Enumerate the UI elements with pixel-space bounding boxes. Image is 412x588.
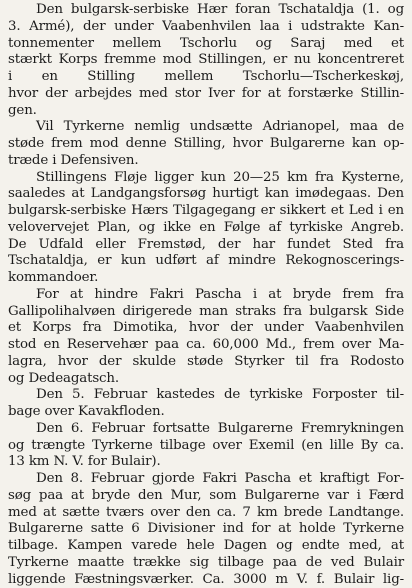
text-line: lagra, hvor der skulde støde Styrker til fra Rodosto [8, 354, 404, 371]
text-line: velovervejet Plan, og ikke en Følge af tyrkiske Angreb. [8, 220, 404, 237]
text-line: Den 5. Februar kastedes de tyrkiske Forposter til- [8, 387, 404, 404]
text-line: liggende Fæstningsværker. Ca. 3000 m V. f. Bulair lig- [8, 572, 404, 588]
text-line: Gallipolihalvøen dirigerede man straks fra bulgarsk Side [8, 304, 404, 321]
text-line: kommandoer. [8, 270, 404, 287]
paragraph [8, 287, 404, 388]
paragraph [8, 170, 404, 287]
paragraph [8, 2, 404, 119]
paragraph [8, 119, 404, 169]
text-line: træde i Defensiven. [8, 153, 404, 170]
text-line: saaledes at Landgangsforsøg hurtigt kan imødegaas. Den [8, 186, 404, 203]
text-line: tilbage. Kampen varede hele Dagen og endte med, at [8, 538, 404, 555]
text-line: stærkt Korps fremme mod Stillingen, er nu koncentreret [8, 52, 404, 69]
text-line: stod en Reservehær paa ca. 60,000 Md., frem over Ma- [8, 337, 404, 354]
text-line: Den bulgarsk-serbiske Hær foran Tschataldja (1. og [8, 2, 404, 19]
text-line: 3. Armé), der under Vaabenhvilen laa i udstrakte Kan- [8, 19, 404, 36]
text-line: bulgarsk-serbiske Hærs Tilgagegang er sikkert et Led i en [8, 203, 404, 220]
paragraph [8, 471, 404, 588]
text-line: For at hindre Fakri Pascha i at bryde frem fra [8, 287, 404, 304]
text-line: hvor der arbejdes med stor Iver for at forstærke Stillin- [8, 86, 404, 103]
text-line: et Korps fra Dimotika, hvor der under Vaabenhvilen [8, 320, 404, 337]
text-line: og trængte Tyrkerne tilbage over Exemil (en lille By ca. [8, 438, 404, 455]
text-line: Stillingens Fløje ligger kun 20—25 km fra Kysterne, [8, 170, 404, 187]
text-line: Den 8. Februar gjorde Fakri Pascha et kraftigt For- [8, 471, 404, 488]
text-line: i en Stilling mellem Tschorlu—Tscherkeskøj, [8, 69, 404, 86]
text-line: og Dedeagatsch. [8, 371, 404, 388]
text-line: bage over Kavakfloden. [8, 404, 404, 421]
text-line: støde frem mod denne Stilling, hvor Bulgarerne kan op- [8, 136, 404, 153]
paragraph [8, 421, 404, 471]
paragraph [8, 387, 404, 421]
text-line: Den 6. Februar fortsatte Bulgarerne Fremrykningen [8, 421, 404, 438]
text-line: Tyrkerne maatte trække sig tilbage paa de ved Bulair [8, 555, 404, 572]
text-line: Vil Tyrkerne nemlig undsætte Adrianopel, maa de [8, 119, 404, 136]
text-line: gen. [8, 103, 404, 120]
text-line: med at sætte tværs over den ca. 7 km brede Landtange. [8, 505, 404, 522]
text-line: De Udfald eller Fremstød, der har fundet Sted fra [8, 237, 404, 254]
text-line: Tschataldja, er kun udført af mindre Rekognoscerings- [8, 253, 404, 270]
text-line: 13 km N. V. for Bulair). [8, 454, 404, 471]
text-line: tonnementer mellem Tschorlu og Saraj med et [8, 36, 404, 53]
text-line: søg paa at bryde den Mur, som Bulgarerne var i Færd [8, 488, 404, 505]
text-line: Bulgarerne satte 6 Divisioner ind for at holde Tyrkerne [8, 521, 404, 538]
